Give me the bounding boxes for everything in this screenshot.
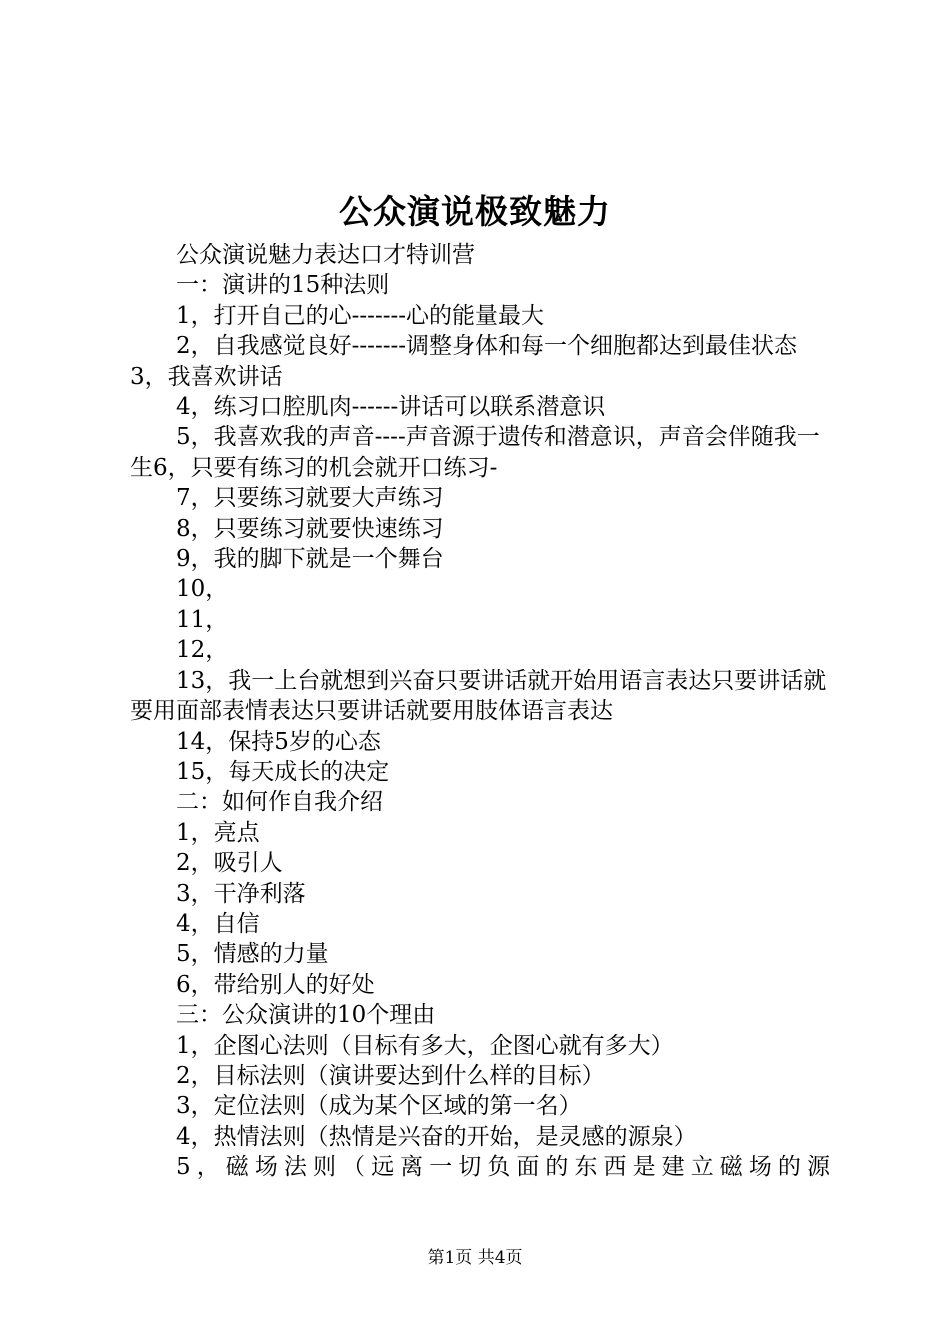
list-item: 1，亮点 — [176, 819, 260, 846]
list-item: 3，定位法则（成为某个区域的第一名） — [176, 1093, 582, 1120]
document-title: 公众演说极致魅力 — [339, 192, 611, 231]
section-heading: 三：公众演讲的10个理由 — [176, 1002, 436, 1029]
document-body — [130, 240, 830, 1183]
list-item: 4，自信 — [176, 910, 260, 937]
section-heading: 一：演讲的15种法则 — [176, 272, 390, 299]
page-footer: 第1页 共4页 — [427, 1248, 523, 1268]
list-item: 5，情感的力量 — [176, 941, 329, 968]
list-item: 10， — [176, 576, 229, 603]
list-item: 8，只要练习就要快速练习 — [176, 515, 444, 542]
list-item: 5，磁场法则（远离一切负面的东西是建立磁场的源 — [176, 1154, 830, 1181]
list-item: 4，热情法则（热情是兴奋的开始，是灵感的源泉） — [176, 1123, 697, 1150]
list-item: 2，目标法则（演讲要达到什么样的目标） — [176, 1062, 605, 1089]
section-heading: 二：如何作自我介绍 — [176, 789, 383, 816]
list-item: 12， — [176, 637, 229, 664]
list-item: 1，打开自己的心-------心的能量最大 — [176, 302, 545, 329]
paragraph: 公众演说魅力表达口才特训营 — [176, 242, 475, 268]
list-item: 7，只要练习就要大声练习 — [176, 485, 444, 512]
list-item: 15，每天成长的决定 — [176, 758, 390, 785]
list-item: 11， — [176, 606, 229, 633]
list-item: 14，保持5岁的心态 — [176, 728, 381, 755]
list-item: 9，我的脚下就是一个舞台 — [176, 546, 444, 573]
list-item: 5，我喜欢我的声音----声音源于遗传和潜意识，声音会伴随我一生6，只要有练习的机会就开口练习- — [130, 424, 820, 481]
list-item: 4，练习口腔肌肉------讲话可以联系潜意识 — [176, 394, 606, 421]
list-item: 6，带给别人的好处 — [176, 971, 375, 998]
list-item: 3，干净利落 — [176, 880, 306, 907]
list-item: 13，我一上台就想到兴奋只要讲话就开始用语言表达只要讲话就要用面部表情表达只要讲话就要用肢体语言表达 — [130, 667, 827, 725]
list-item: 1，企图心法则（目标有多大，企图心就有多大） — [176, 1032, 674, 1059]
list-item: 2，吸引人 — [176, 850, 283, 877]
list-item: 2，自我感觉良好-------调整身体和每一个细胞都达到最佳状态3，我喜欢讲话 — [130, 333, 798, 390]
